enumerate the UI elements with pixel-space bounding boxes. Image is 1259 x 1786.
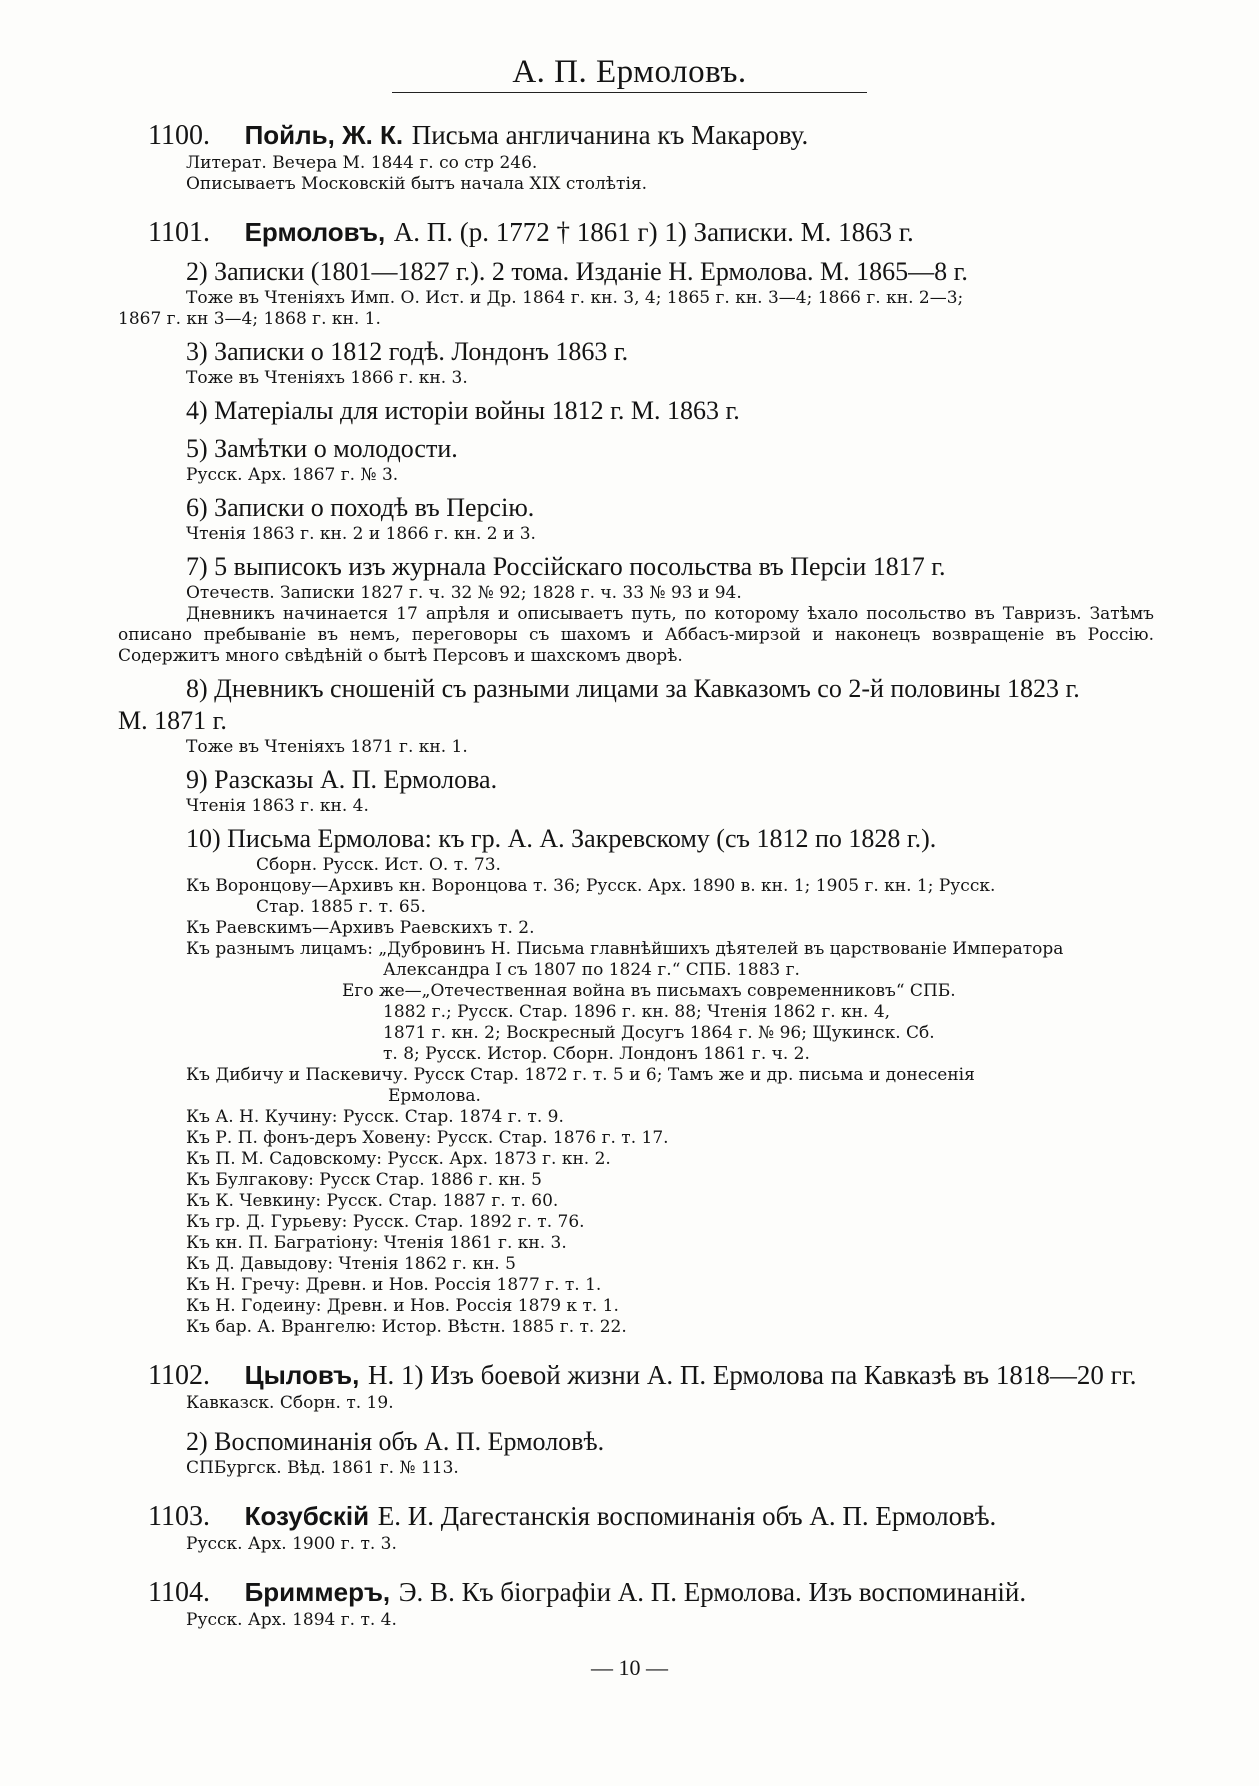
work-title: 2) Записки (1801—1827 г.). 2 тома. Изданіе Н. Ермолова. М. 1865—8 г. xyxy=(186,257,968,286)
letter-line: Къ Н. Гречу: Древн. и Нов. Россія 1877 г. т. 1. xyxy=(186,1275,602,1295)
entry-number: 1101. xyxy=(148,217,210,248)
entry-title: Е. И. Дагестанскія воспоминанія объ А. П. Ермоловѣ. xyxy=(377,1501,997,1531)
entry-heading xyxy=(118,1575,1154,1610)
letter-line-continuation: Ермолова. xyxy=(388,1086,481,1106)
letter-line: Его же—„Отечественная война въ письмахъ современниковъ“ СПБ. xyxy=(342,981,956,1001)
entry-heading xyxy=(118,118,1154,153)
entry-1102 xyxy=(118,1358,1154,1479)
letter-line: Къ А. Н. Кучину: Русск. Стар. 1874 г. т. 9. xyxy=(186,1107,564,1127)
entry-title: Э. В. Къ біографіи А. П. Ермолова. Изъ воспоминаній. xyxy=(398,1577,1027,1607)
entry-1103 xyxy=(118,1499,1154,1555)
letter-line: Къ Булгакову: Русск Стар. 1886 г. кн. 5 xyxy=(186,1170,542,1190)
running-header xyxy=(0,52,1259,93)
entry-heading xyxy=(118,215,1154,250)
citation-line: Русск. Арх. 1894 г. т. 4. xyxy=(186,1610,397,1630)
entry-heading xyxy=(118,1358,1154,1393)
letter-line: Къ Воронцову—Архивъ кн. Воронцова т. 36; Русск. Арх. 1890 в. кн. 1; 1905 г. кн. 1; Русск. xyxy=(186,876,996,896)
work-title: 6) Записки о походѣ въ Персію. xyxy=(186,493,535,522)
entry-title: А. П. (р. 1772 † 1861 г) 1) Записки. М. 1863 г. xyxy=(393,217,914,247)
citation-line: Русск. Арх. 1900 г. т. 3. xyxy=(186,1534,397,1554)
letter-line: Къ бар. А. Врангелю: Истор. Вѣстн. 1885 г. т. 22. xyxy=(186,1317,627,1337)
entry-number: 1100. xyxy=(148,120,210,151)
entry-author: Козубскій xyxy=(244,1501,370,1531)
entry-author: Ермоловъ, xyxy=(244,217,386,247)
letter-line-continuation: Александра I съ 1807 по 1824 г.“ СПБ. 1883 г. xyxy=(383,960,800,980)
entry-author: Пойль, Ж. К. xyxy=(244,120,404,150)
bibliography-list xyxy=(118,118,1154,1631)
citation-line: Тоже въ Чтеніяхъ 1871 г. кн. 1. xyxy=(186,737,468,757)
work-title: 8) Дневникъ сношеній съ разными лицами за Кавказомъ со 2-й половины 1823 г. xyxy=(186,674,1080,703)
citation-line: Русск. Арх. 1867 г. № 3. xyxy=(186,465,399,485)
letter-line: Къ Д. Давыдову: Чтенія 1862 г. кн. 5 xyxy=(186,1254,516,1274)
work-title-continuation: М. 1871 г. xyxy=(118,706,227,735)
work-title: 10) Письма Ермолова: къ гр. А. А. Закревскому (съ 1812 по 1828 г.). xyxy=(186,824,937,853)
work-title: 5) Замѣтки о молодости. xyxy=(186,434,458,463)
entry-author: Бриммеръ, xyxy=(244,1577,391,1607)
letter-line: Къ Дибичу и Паскевичу. Русск Стар. 1872 г. т. 5 и 6; Тамъ же и др. письма и донесенія xyxy=(186,1065,975,1085)
letter-line: Къ гр. Д. Гурьеву: Русск. Стар. 1892 г. т. 76. xyxy=(186,1212,585,1232)
work-title: 3) Записки о 1812 годѣ. Лондонъ 1863 г. xyxy=(186,337,629,366)
letter-line: Къ П. М. Садовскому: Русск. Арх. 1873 г. кн. 2. xyxy=(186,1149,611,1169)
letter-line: Къ К. Чевкину: Русск. Стар. 1887 г. т. 60. xyxy=(186,1191,559,1211)
citation-line: Чтенія 1863 г. кн. 2 и 1866 г. кн. 2 и 3. xyxy=(186,524,536,544)
letter-line: Къ Н. Годеину: Древн. и Нов. Россія 1879 к т. 1. xyxy=(186,1296,619,1316)
entry-number: 1102. xyxy=(148,1360,210,1391)
entry-heading xyxy=(118,1499,1154,1534)
work-title: 9) Разсказы А. П. Ермолова. xyxy=(186,765,498,794)
citation-line: Тоже въ Чтеніяхъ 1866 г. кн. 3. xyxy=(186,368,468,388)
letter-line: Къ разнымъ лицамъ: „Дубровинъ Н. Письма главнѣйшихъ дѣятелей въ царствованіе Императора xyxy=(186,939,1064,959)
citation-line: Сборн. Русск. Ист. О. т. 73. xyxy=(256,855,501,875)
citation-line: Кавказск. Сборн. т. 19. xyxy=(186,1393,394,1413)
citation-line: Отечеств. Записки 1827 г. ч. 32 № 92; 1828 г. ч. 33 № 93 и 94. xyxy=(186,583,742,603)
citation-line: Описываетъ Московскій бытъ начала XIX столѣтія. xyxy=(186,174,648,194)
citation-line: Чтенія 1863 г. кн. 4. xyxy=(186,796,369,816)
entry-number: 1104. xyxy=(148,1577,210,1608)
citation-line: 1867 г. кн 3—4; 1868 г. кн. 1. xyxy=(118,309,381,329)
page-number: — 10 — xyxy=(591,1655,668,1680)
letter-line-continuation: 1882 г.; Русск. Стар. 1896 г. кн. 88; Чтенія 1862 г. кн. 4, xyxy=(383,1002,891,1022)
letter-line-continuation: 1871 г. кн. 2; Воскресный Досугъ 1864 г. № 96; Щукинск. Сб. xyxy=(383,1023,935,1043)
description-paragraph: Дневникъ начинается 17 апрѣля и описываетъ путь, по которому ѣхало посольство въ Тавризъ. Затѣмъ описано пребываніе въ немъ, переговоры съ шахомъ и Аббасъ-мирзой и наконецъ возвращеніе въ Россію. Содержитъ много свѣдѣній о бытѣ Персовъ и шахскомъ дворѣ. xyxy=(118,604,1154,666)
work-title: 4) Матеріалы для исторіи войны 1812 г. М. 1863 г. xyxy=(186,396,740,425)
letter-line-continuation: Стар. 1885 г. т. 65. xyxy=(256,897,426,917)
letter-line: Къ Раевскимъ—Архивъ Раевскихъ т. 2. xyxy=(186,918,535,938)
citation-line: Тоже въ Чтеніяхъ Имп. О. Ист. и Др. 1864 г. кн. 3, 4; 1865 г. кн. 3—4; 1866 г. кн. 2—3; xyxy=(186,288,964,308)
letter-line: Къ Р. П. фонъ-деръ Ховену: Русск. Стар. 1876 г. т. 17. xyxy=(186,1128,669,1148)
work-title: 2) Воспоминанія объ А. П. Ермоловѣ. xyxy=(186,1427,605,1456)
entry-title: Н. 1) Изъ боевой жизни А. П. Ермолова па Кавказѣ въ 1818—20 гг. xyxy=(367,1360,1137,1390)
letter-line: Къ кн. П. Багратіону: Чтенія 1861 г. кн. 3. xyxy=(186,1233,567,1253)
entry-1100 xyxy=(118,118,1154,195)
page-title: А. П. Ермоловъ. xyxy=(392,52,866,93)
entry-number: 1103. xyxy=(148,1501,210,1532)
entry-1104 xyxy=(118,1575,1154,1631)
work-title: 7) 5 выписокъ изъ журнала Россійскаго посольства въ Персіи 1817 г. xyxy=(186,552,946,581)
citation-line: СПБургск. Вѣд. 1861 г. № 113. xyxy=(186,1458,459,1478)
citation-line: Литерат. Вечера М. 1844 г. со стр 246. xyxy=(186,153,538,173)
entry-title: Письма англичанина къ Макарову. xyxy=(411,120,809,150)
entry-author: Цыловъ, xyxy=(244,1360,360,1390)
letter-line-continuation: т. 8; Русск. Истор. Сборн. Лондонъ 1861 г. ч. 2. xyxy=(383,1044,810,1064)
entry-1101 xyxy=(118,215,1154,1338)
